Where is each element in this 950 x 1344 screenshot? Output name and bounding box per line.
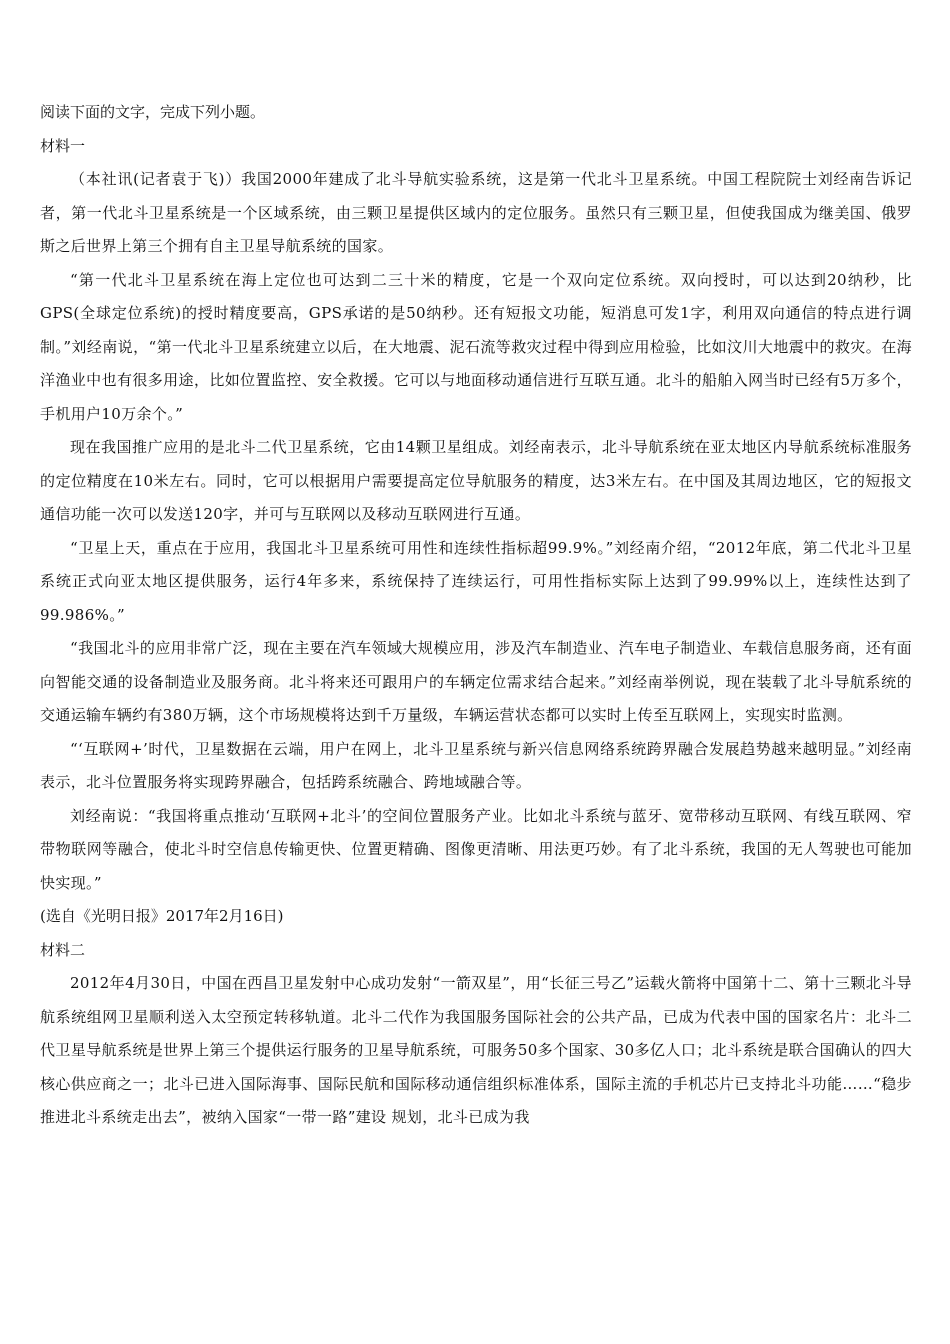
material-one-heading: 材料一 — [40, 136, 86, 155]
document-page — [40, 96, 912, 1135]
material-one-paragraph: （本社讯(记者袁于飞)）我国2000年建成了北斗导航实验系统，这是第一代北斗卫星系统。中国工程院院士刘经南告诉记者，第一代北斗卫星系统是一个区域系统，由三颗卫星提供区域内的定位服务。虽然只有三颗卫星，但使我国成为继美国、俄罗斯之后世界上第三个拥有自主卫星导航系统的国家。 — [40, 170, 912, 255]
material-one-paragraph: “卫星上天，重点在于应用，我国北斗卫星系统可用性和连续性指标超99.9%。”刘经南介绍，“2012年底，第二代北斗卫星系统正式向亚太地区提供服务，运行4年多来，系统保持了连续运行，可用性指标实际上达到了99.99%以上，连续性达到了99.986%。” — [40, 538, 912, 624]
material-two-heading: 材料二 — [40, 940, 86, 959]
material-one-paragraph: “第一代北斗卫星系统在海上定位也可达到二三十米的精度，它是一个双向定位系统。双向授时，可以达到20纳秒，比GPS(全球定位系统)的授时精度要高，GPS承诺的是50纳秒。还有短报文功能，短消息可发1字，利用双向通信的特点进行调制。”刘经南说，“第一代北斗卫星系统建立以后，在大地震、泥石流等救灾过程中得到应用检验，比如汶川大地震中的救灾。在海洋渔业中也有很多用途，比如位置监控、安全救援。它可以与地面移动通信进行互联互通。北斗的船舶入网当时已经有5万多个，手机用户10万余个。” — [40, 270, 912, 423]
material-one-paragraph: 刘经南说：“我国将重点推动‘互联网+北斗’的空间位置服务产业。比如北斗系统与蓝牙、宽带移动互联网、有线互联网、窄带物联网等融合，使北斗时空信息传输更快、位置更精确、图像更清晰、用法更巧妙。有了北斗系统，我国的无人驾驶也可能加快实现。” — [40, 806, 912, 892]
material-one-paragraph: 现在我国推广应用的是北斗二代卫星系统，它由14颗卫星组成。刘经南表示，北斗导航系统在亚太地区内导航系统标准服务的定位精度在10米左右。同时，它可以根据用户需要提高定位导航服务的精度，达3米左右。在中国及其周边地区，它的短报文通信功能一次可以发送120字，并可与互联网以及移动互联网进行互通。 — [40, 438, 912, 523]
material-one-source: (选自《光明日报》2017年2月16日) — [40, 907, 284, 925]
material-one-paragraph: “‘互联网+’时代，卫星数据在云端，用户在网上，北斗卫星系统与新兴信息网络系统跨界融合发展趋势越来越明显。”刘经南表示，北斗位置服务将实现跨界融合，包括跨系统融合、跨地域融合等。 — [40, 739, 912, 791]
instruction-text: 阅读下面的文字，完成下列小题。 — [40, 103, 266, 121]
material-two-paragraph: 2012年4月30日，中国在西昌卫星发射中心成功发射“一箭双星”，用“长征三号乙”运载火箭将中国第十二、第十三颗北斗导航系统组网卫星顺利送入太空预定转移轨道。北斗二代作为我国服务国际社会的公共产品，已成为代表中国的国家名片：北斗二代卫星导航系统是世界上第三个提供运行服务的卫星导航系统，可服务50多个国家、30多亿人口；北斗系统是联合国确认的四大核心供应商之一；北斗已进入国际海事、国际民航和国际移动通信组织标准体系，国际主流的手机芯片已支持北斗功能……“稳步推进北斗系统走出去”，被纳入国家“一带一路”建设 规划，北斗已成为我 — [40, 974, 912, 1126]
material-one-paragraph: “我国北斗的应用非常广泛，现在主要在汽车领域大规模应用，涉及汽车制造业、汽车电子制造业、车载信息服务商，还有面向智能交通的设备制造业及服务商。北斗将来还可跟用户的车辆定位需求结合起来。”刘经南举例说，现在装载了北斗导航系统的交通运输车辆约有380万辆，这个市场规模将达到千万量级，车辆运营状态都可以实时上传至互联网上，实现实时监测。 — [40, 639, 912, 724]
